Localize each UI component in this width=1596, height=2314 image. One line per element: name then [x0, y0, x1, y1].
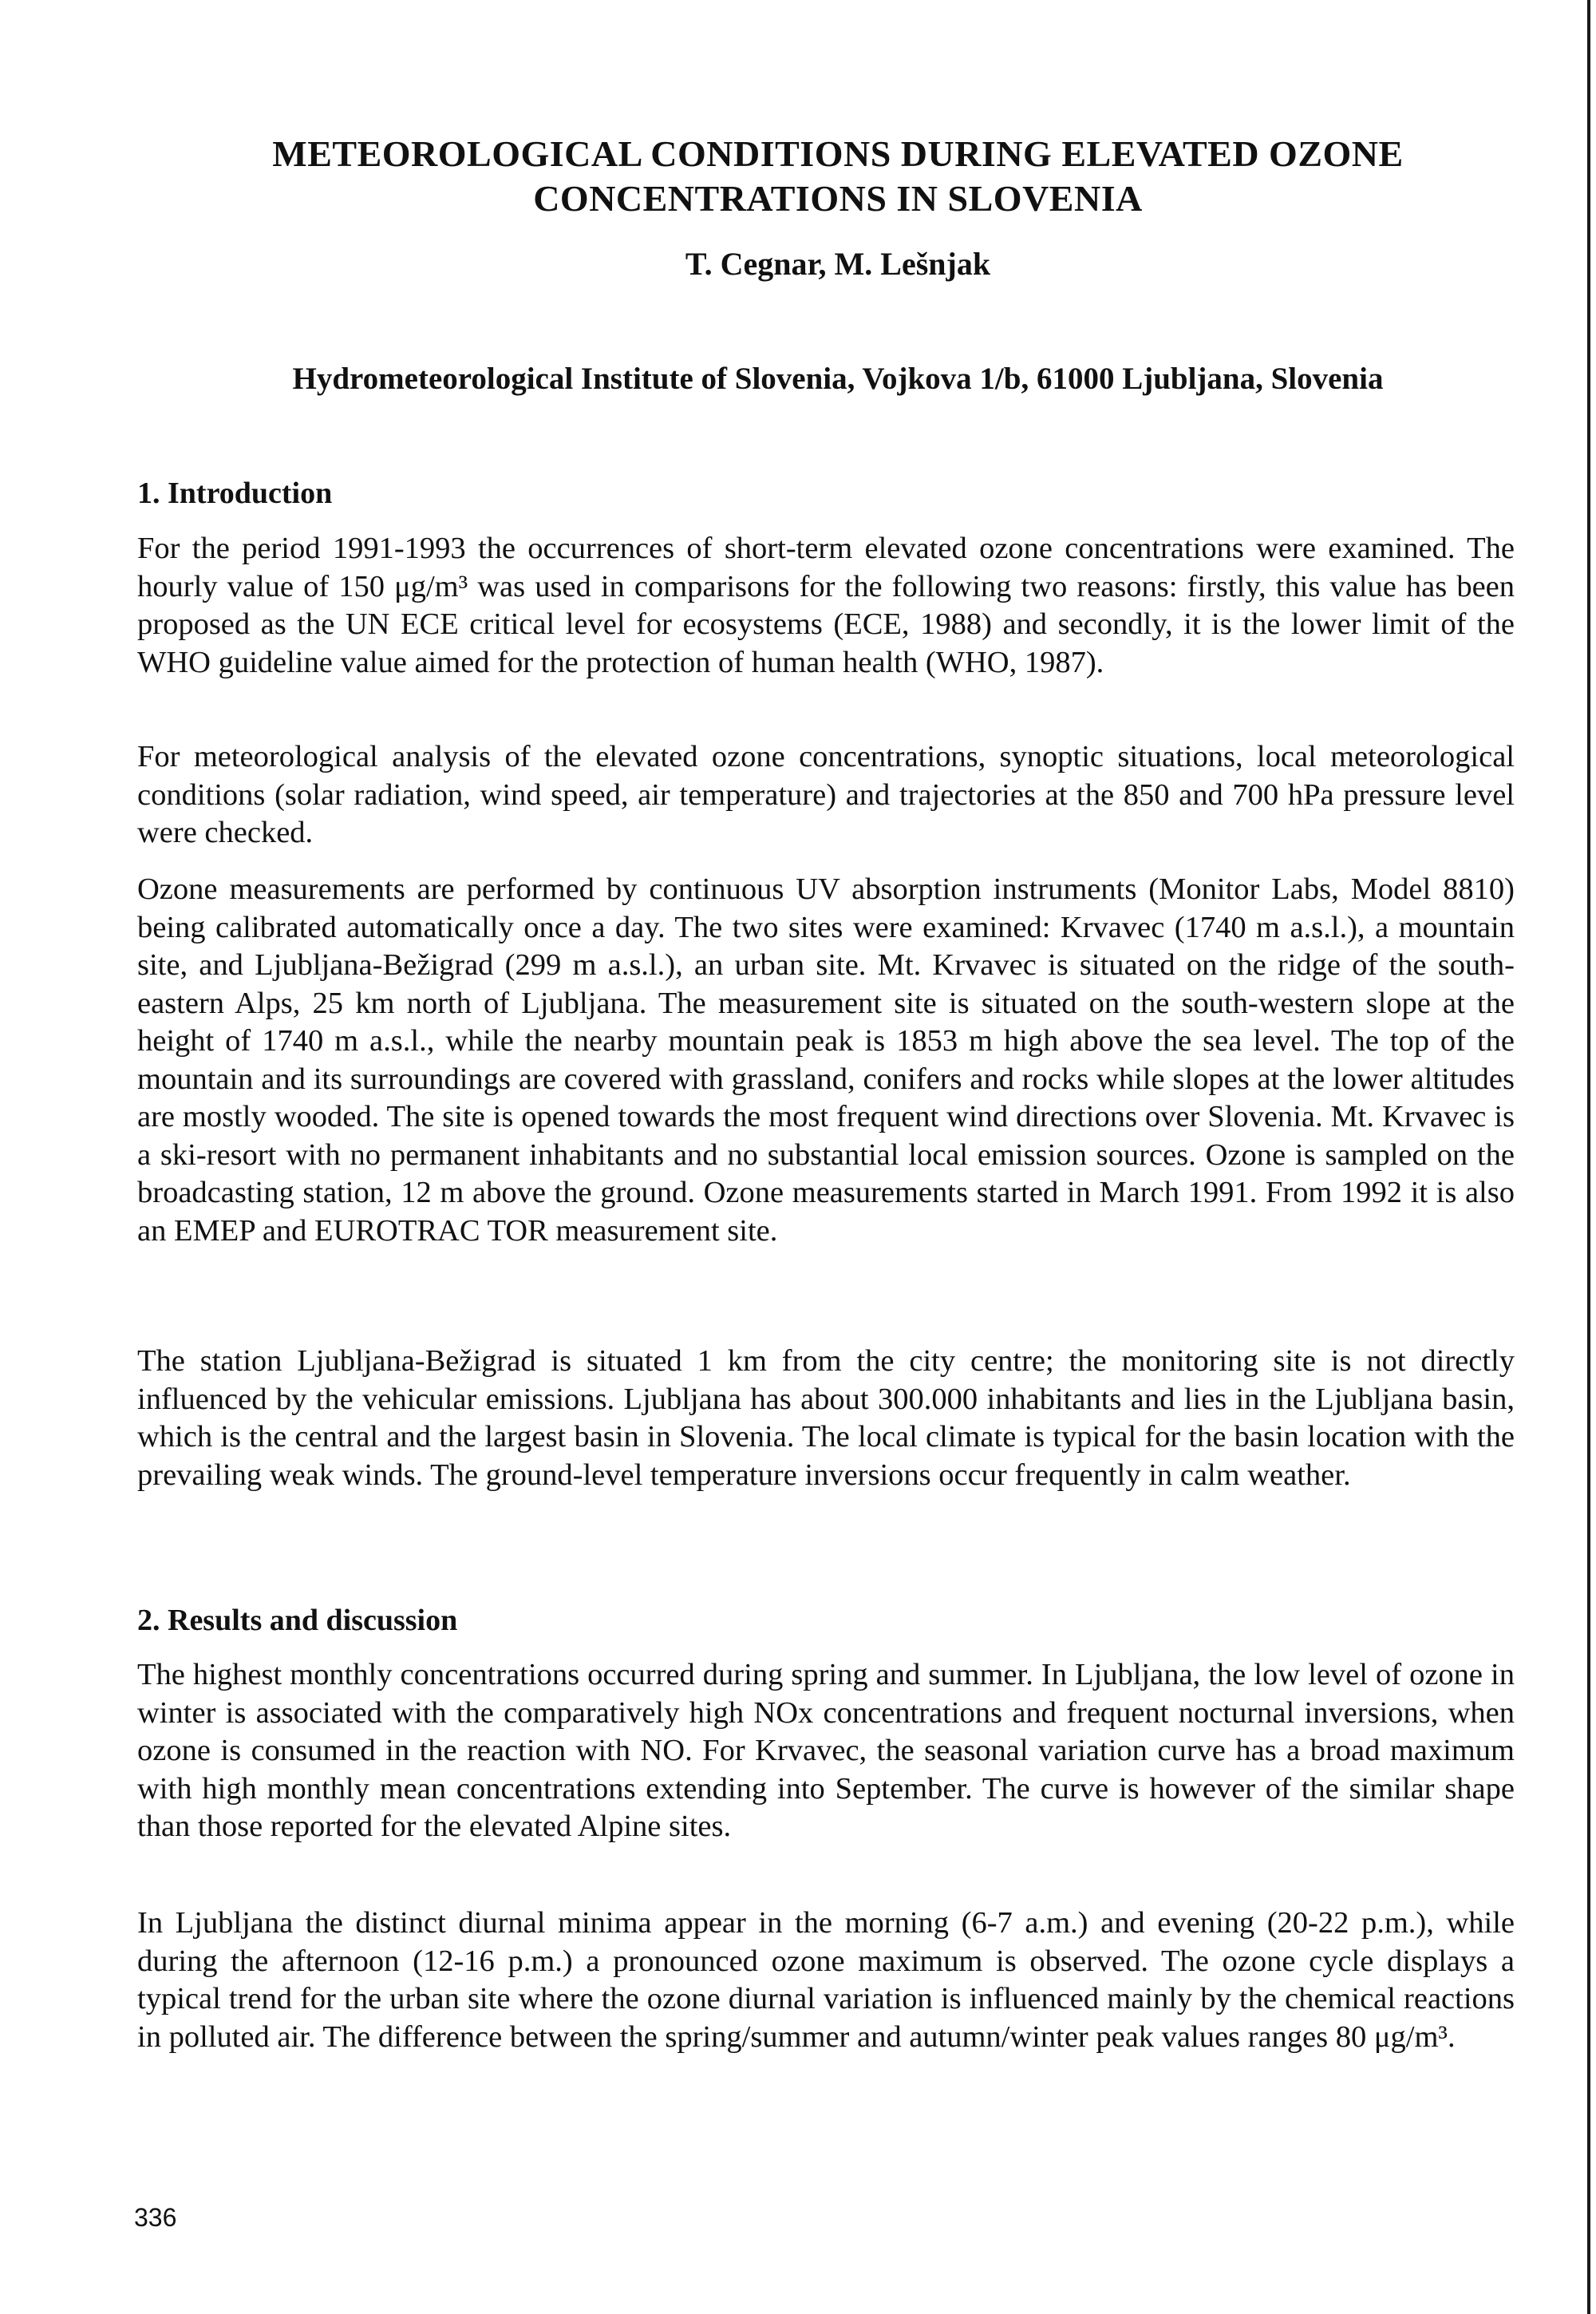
page-edge-rule — [1587, 0, 1590, 2314]
paragraph: The station Ljubljana-Bežigrad is situated 1 km from the city centre; the monitoring site is not directly influenced by the vehicular emissions. Ljubljana has about 300.000 inhabitants and lies in the Ljubljana basin, which is the central and the largest basin in Slovenia. The local climate is typical for the basin location with the prevailing weak winds. The ground-level temperature inversions occur frequently in calm weather. — [137, 1344, 1515, 1492]
paper-title: METEOROLOGICAL CONDITIONS DURING ELEVATED OZONE CONCENTRATIONS IN SLOVENIA — [272, 133, 1404, 219]
paragraph: In Ljubljana the distinct diurnal minima appear in the morning (6-7 a.m.) and evening (20-22 p.m.), while during the afternoon (12-16 p.m.) a pronounced ozone maximum is observed. The ozone cycle displays a typical trend for the urban site where the ozone diurnal variation is influenced mainly by the chemical reactions in polluted air. The difference between the spring/summer and autumn/winter peak values ranges 80 μg/m³. — [137, 1906, 1515, 2054]
section-heading-introduction: 1. Introduction — [137, 477, 333, 510]
paragraph: For meteorological analysis of the elevated ozone concentrations, synoptic situations, local meteorological conditions (solar radiation, wind speed, air temperature) and trajectories at the 850 and 700 hPa pressure level were checked. — [137, 740, 1515, 849]
section-heading-results: 2. Results and discussion — [137, 1604, 458, 1637]
page-number: 336 — [134, 2203, 177, 2232]
paper-authors: T. Cegnar, M. Lešnjak — [685, 246, 991, 282]
paragraph: Ozone measurements are performed by continuous UV absorption instruments (Monitor Labs, Model 8810) being calibrated automatically once a day. The two sites were examined: Krvavec (1740 m a.s.l.), a mountain site, and Ljubljana-Bežigrad (299 m a.s.l.), an urban site. Mt. Krvavec is situated on the ridge of the south-eastern Alps, 25 km north of Ljubljana. The measurement site is situated on the south-western slope at the height of 1740 m a.s.l., while the nearby mountain peak is 1853 m high above the sea level. The top of the mountain and its surroundings are covered with grassland, conifers and rocks while slopes at the lower altitudes are mostly wooded. The site is opened towards the most frequent wind directions over Slovenia. Mt. Krvavec is a ski-resort with no permanent inhabitants and no substantial local emission sources. Ozone is sampled on the broadcasting station, 12 m above the ground. Ozone measurements started in March 1991. From 1992 it is also an EMEP and EUROTRAC TOR measurement site. — [137, 872, 1515, 1248]
author-affiliation: Hydrometeorological Institute of Slovenia, Vojkova 1/b, 61000 Ljubljana, Slovenia — [292, 362, 1384, 396]
paragraph: For the period 1991-1993 the occurrences of short-term elevated ozone concentrations were examined. The hourly value of 150 μg/m³ was used in comparisons for the following two reasons: firstly, this value has been proposed as the UN ECE critical level for ecosystems (ECE, 1988) and secondly, it is the lower limit of the WHO guideline value aimed for the protection of human health (WHO, 1987). — [137, 532, 1515, 679]
paragraph: The highest monthly concentrations occurred during spring and summer. In Ljubljana, the low level of ozone in winter is associated with the comparatively high NOx concentrations and frequent nocturnal inversions, when ozone is consumed in the reaction with NO. For Krvavec, the seasonal variation curve has a broad maximum with high monthly mean concentrations extending into September. The curve is however of the similar shape than those reported for the elevated Alpine sites. — [137, 1658, 1515, 1843]
